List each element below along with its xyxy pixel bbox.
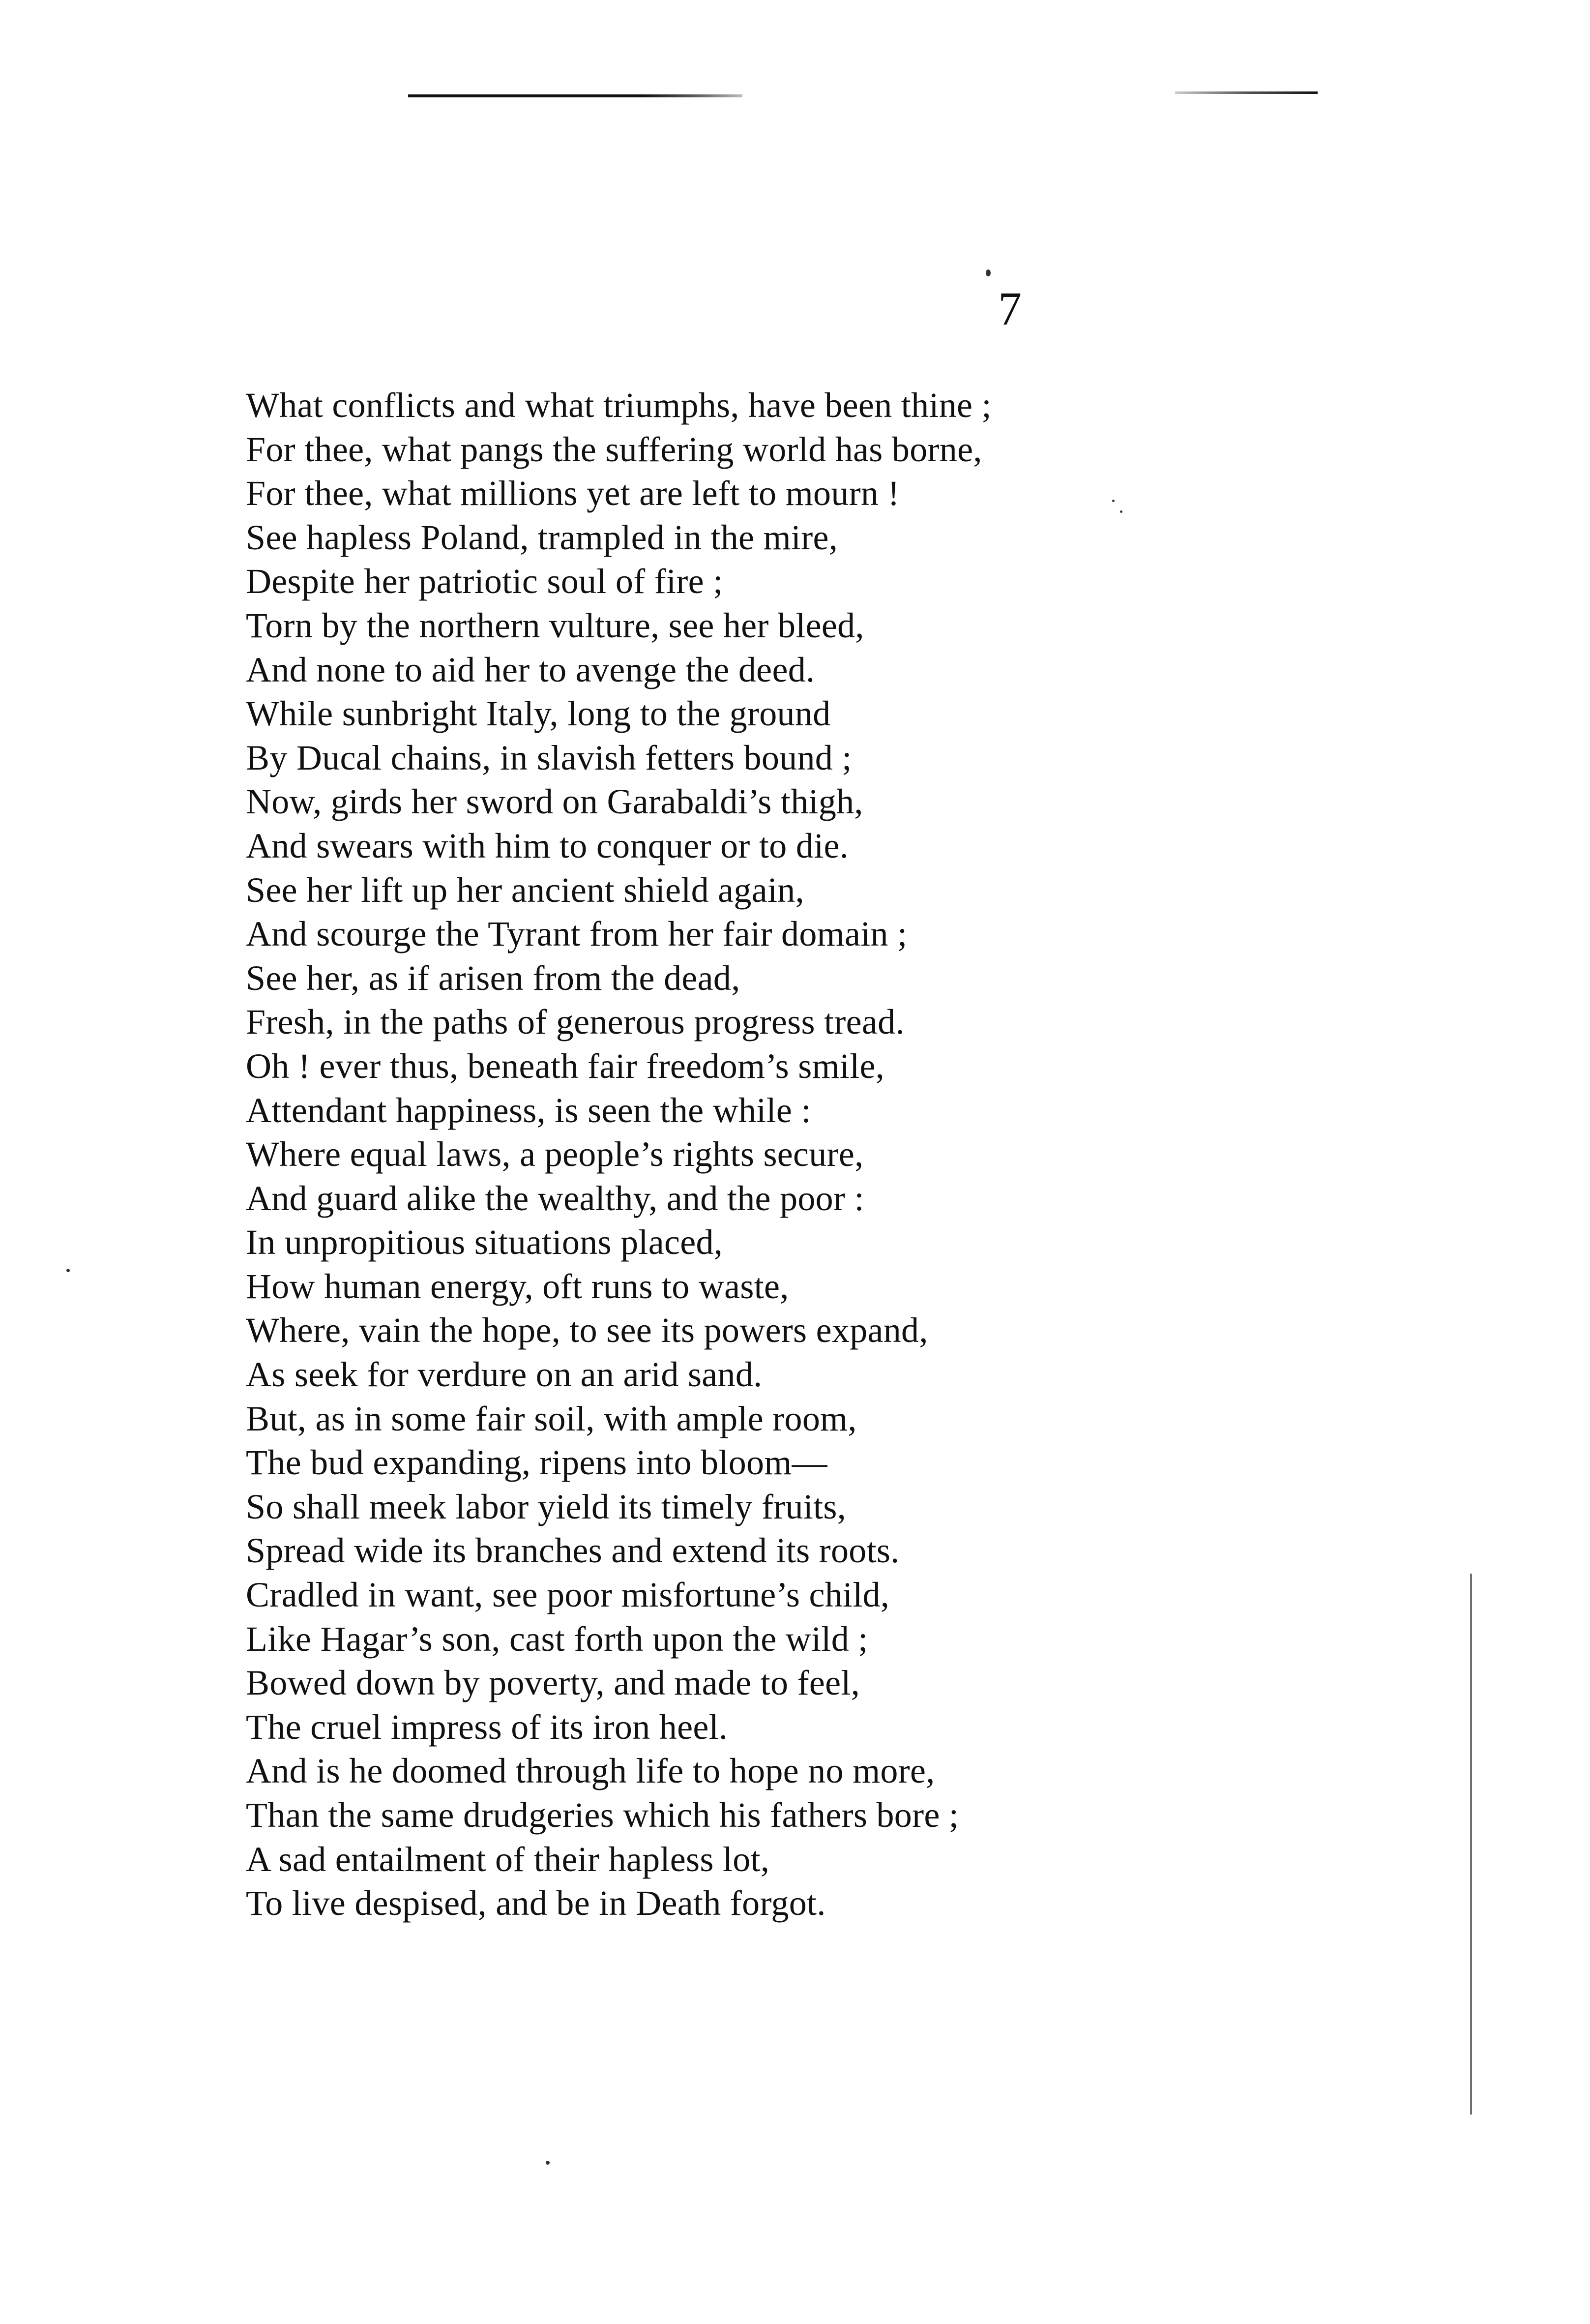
poem-line: Where, vain the hope, to see its powers expand, (246, 1311, 928, 1350)
poem-line: See hapless Poland, trampled in the mire, (246, 517, 838, 557)
poem-line: Spread wide its branches and extend its roots. (246, 1531, 900, 1571)
poem-line: For thee, what pangs the suffering world has borne, (246, 429, 982, 469)
poem-line: See her lift up her ancient shield again, (246, 870, 804, 910)
poem-line: For thee, what millions yet are left to mourn ! (246, 474, 900, 513)
poem-line: Like Hagar’s son, cast forth upon the wild ; (246, 1619, 868, 1659)
header-rule (408, 94, 742, 97)
poem-line: In unpropitious situations placed, (246, 1222, 723, 1262)
poem-line: What conflicts and what triumphs, have been thine ; (246, 386, 992, 425)
poem-line: Now, girds her sword on Garabaldi’s thigh, (246, 782, 863, 822)
print-speck (66, 1269, 70, 1272)
poem-line: To live despised, and be in Death forgot. (246, 1883, 826, 1923)
poem-line: And swears with him to conquer or to die. (246, 826, 849, 865)
poem-text (246, 384, 1436, 1926)
poem-line: As seek for verdure on an arid sand. (246, 1355, 763, 1395)
poem-line: By Ducal chains, in slavish fetters bound ; (246, 738, 852, 777)
poem-line: The cruel impress of its iron heel. (246, 1707, 728, 1747)
poem-line: And none to aid her to avenge the deed. (246, 650, 815, 689)
print-speck (546, 2161, 550, 2165)
poem-line: And guard alike the wealthy, and the poor : (246, 1178, 864, 1218)
poem-line: But, as in some fair soil, with ample room, (246, 1399, 857, 1438)
print-speck (986, 269, 991, 276)
poem-line: Oh ! ever thus, beneath fair freedom’s smile, (246, 1046, 885, 1086)
poem-line: And scourge the Tyrant from her fair domain ; (246, 914, 908, 954)
poem-line: A sad entailment of their hapless lot, (246, 1839, 770, 1879)
poem-line: Fresh, in the paths of generous progress tread. (246, 1002, 905, 1042)
poem-line: How human energy, oft runs to waste, (246, 1266, 789, 1306)
poem-line: Torn by the northern vulture, see her bleed, (246, 605, 864, 645)
poem-line: See her, as if arisen from the dead, (246, 958, 740, 998)
poem-line: So shall meek labor yield its timely fruits, (246, 1487, 847, 1526)
binding-edge (1470, 1574, 1472, 2115)
poem-line: Cradled in want, see poor misfortune’s child, (246, 1575, 890, 1615)
poem-line: Than the same drudgeries which his fathers bore ; (246, 1795, 959, 1835)
header-rule-right (1175, 91, 1318, 94)
poem-line: Where equal laws, a people’s rights secure, (246, 1134, 864, 1174)
page-number: 7 (998, 282, 1022, 335)
poem-line: Bowed down by poverty, and made to feel, (246, 1663, 860, 1703)
poem-line: Attendant happiness, is seen the while : (246, 1090, 811, 1130)
poem-line: While sunbright Italy, long to the ground (246, 694, 831, 734)
poem-line: The bud expanding, ripens into bloom— (246, 1443, 827, 1483)
poem-line: And is he doomed through life to hope no more, (246, 1751, 935, 1791)
poem-line: Despite her patriotic soul of fire ; (246, 562, 723, 601)
